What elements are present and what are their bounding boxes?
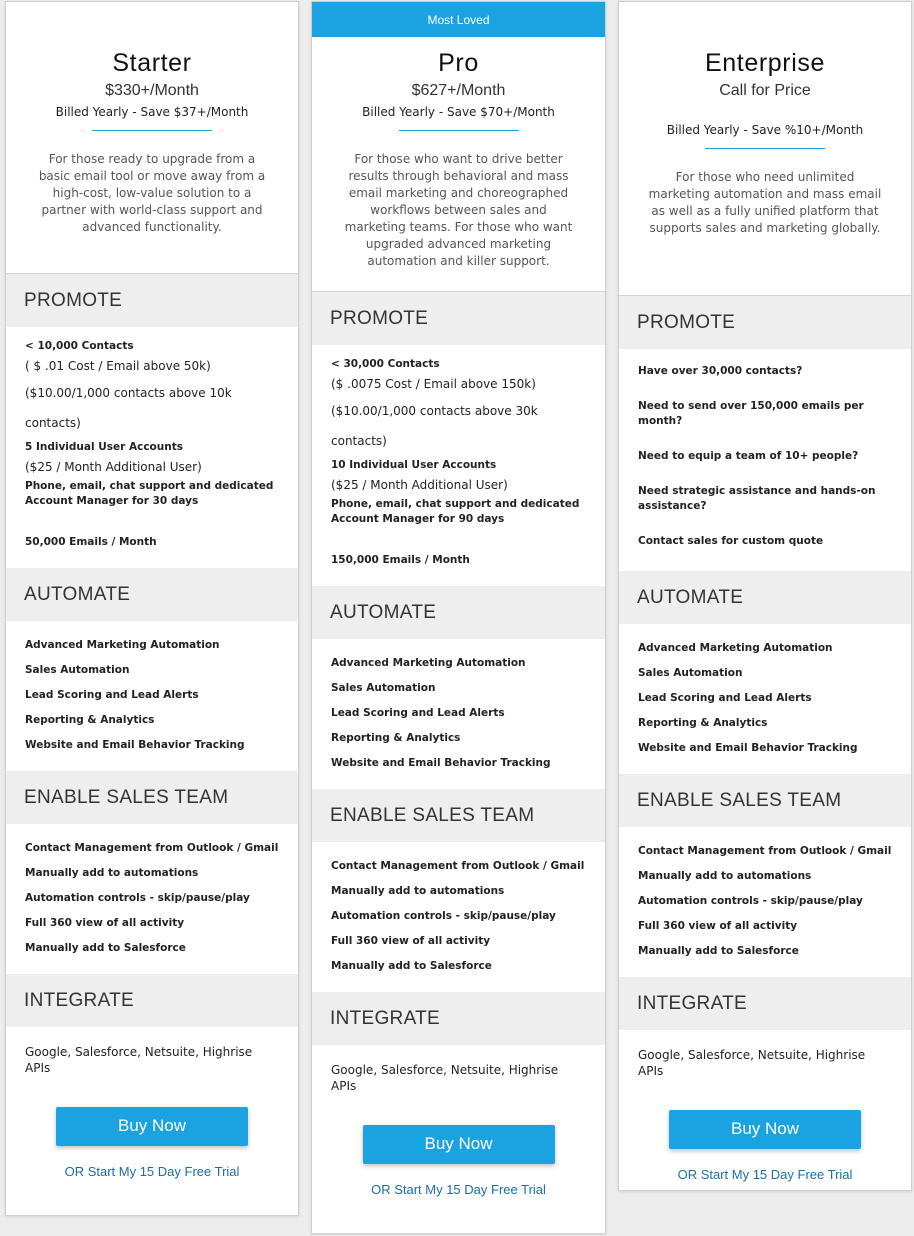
free-trial-link[interactable]: OR Start My 15 Day Free Trial [371, 1182, 546, 1197]
sales-list [6, 824, 298, 974]
list-item: Manually add to Salesforce [638, 945, 799, 957]
list-item: Contact Management from Outlook / Gmail [25, 842, 279, 854]
list-item: Have over 30,000 contacts? [638, 365, 803, 377]
plan-card-enterprise [618, 1, 912, 1191]
list-item: ($ .0075 Cost / Email above 150k) [331, 377, 536, 391]
list-item: Full 360 view of all activity [331, 935, 491, 947]
divider [705, 148, 825, 149]
list-item: Automation controls - skip/pause/play [638, 895, 863, 907]
list-item: 150,000 Emails / Month [331, 554, 470, 566]
promote-list [6, 327, 298, 568]
list-item: Manually add to Salesforce [25, 942, 186, 954]
list-item: Lead Scoring and Lead Alerts [25, 689, 199, 701]
buy-now-button[interactable]: Buy Now [363, 1125, 555, 1164]
section-promote: PROMOTE [6, 274, 298, 327]
plan-card-starter [5, 1, 299, 1216]
list-item: < 30,000 Contacts [331, 358, 440, 370]
most-loved-badge: Most Loved [312, 2, 605, 37]
list-item: 50,000 Emails / Month [25, 536, 157, 548]
list-item: Advanced Marketing Automation [331, 657, 526, 669]
promote-list [312, 345, 605, 586]
list-item: ($25 / Month Additional User) [331, 478, 508, 492]
list-item: Reporting & Analytics [25, 714, 155, 726]
list-item: ($10.00/1,000 contacts above 30k contacts) [331, 404, 538, 448]
plan-card-pro [311, 1, 606, 1234]
list-item: < 10,000 Contacts [25, 340, 134, 352]
list-item: Lead Scoring and Lead Alerts [331, 707, 505, 719]
list-item: Contact Management from Outlook / Gmail [638, 845, 892, 857]
section-enable-sales: ENABLE SALES TEAM [312, 789, 605, 842]
list-item: Contact Management from Outlook / Gmail [331, 860, 585, 872]
plan-description: For those who want to drive better results through behavioral and mass email marketing and choreographed workflows between sales and marketing teams. For those who want upgraded advanced marketing automation and killer support. [344, 152, 573, 268]
list-item: Manually add to automations [638, 870, 812, 882]
buy-now-button[interactable]: Buy Now [669, 1110, 861, 1149]
plan-price: $330+/Month [105, 82, 199, 99]
integrations-text: Google, Salesforce, Netsuite, Highrise APIs [25, 1045, 253, 1075]
section-promote: PROMOTE [619, 296, 911, 349]
list-item: Manually add to automations [25, 867, 199, 879]
section-automate: AUTOMATE [312, 586, 605, 639]
sales-list [312, 842, 605, 992]
list-item: Sales Automation [331, 682, 436, 694]
list-item: Reporting & Analytics [331, 732, 461, 744]
buy-now-button[interactable]: Buy Now [56, 1107, 248, 1146]
divider [92, 130, 212, 131]
list-item: Manually add to Salesforce [331, 960, 492, 972]
billing-note: Billed Yearly - Save $37+/Month [55, 105, 249, 119]
integrations-text: Google, Salesforce, Netsuite, Highrise APIs [331, 1063, 559, 1093]
plan-price: Call for Price [719, 82, 811, 99]
list-item: Sales Automation [638, 667, 743, 679]
list-item: Lead Scoring and Lead Alerts [638, 692, 812, 704]
list-item: Advanced Marketing Automation [25, 639, 220, 651]
automate-list [619, 624, 911, 774]
list-item: 5 Individual User Accounts [25, 441, 183, 453]
list-item: Need to send over 150,000 emails per month? [638, 400, 864, 427]
list-item: Need strategic assistance and hands-on assistance? [638, 485, 876, 512]
list-item: ($25 / Month Additional User) [25, 460, 202, 474]
integrations-text: Google, Salesforce, Netsuite, Highrise APIs [638, 1048, 866, 1078]
section-automate: AUTOMATE [619, 571, 911, 624]
list-item: Full 360 view of all activity [638, 920, 798, 932]
automate-list [312, 639, 605, 789]
list-item: ( $ .01 Cost / Email above 50k) [25, 359, 211, 373]
section-promote: PROMOTE [312, 292, 605, 345]
list-item: Automation controls - skip/pause/play [331, 910, 556, 922]
list-item: Website and Email Behavior Tracking [638, 742, 858, 754]
list-item: Automation controls - skip/pause/play [25, 892, 250, 904]
plan-description: For those ready to upgrade from a basic email tool or move away from a high-cost, low-value solution to a partner with world-class support and advanced functionality. [38, 152, 266, 234]
sales-list [619, 827, 911, 977]
list-item: Manually add to automations [331, 885, 505, 897]
list-item: 10 Individual User Accounts [331, 459, 497, 471]
section-integrate: INTEGRATE [6, 974, 298, 1027]
list-item: Sales Automation [25, 664, 130, 676]
list-item: Phone, email, chat support and dedicated Account Manager for 30 days [25, 480, 274, 507]
promote-list [619, 349, 911, 571]
list-item: Full 360 view of all activity [25, 917, 185, 929]
list-item: Phone, email, chat support and dedicated Account Manager for 90 days [331, 498, 580, 525]
divider [399, 130, 519, 131]
automate-list [6, 621, 298, 771]
plan-name: Pro [438, 49, 479, 77]
section-integrate: INTEGRATE [312, 992, 605, 1045]
free-trial-link[interactable]: OR Start My 15 Day Free Trial [64, 1164, 240, 1179]
billing-note: Billed Yearly - Save %10+/Month [666, 123, 864, 137]
free-trial-link[interactable]: OR Start My 15 Day Free Trial [677, 1167, 853, 1182]
section-enable-sales: ENABLE SALES TEAM [619, 774, 911, 827]
list-item: ($10.00/1,000 contacts above 10k contacts) [25, 386, 232, 430]
plan-name: Starter [112, 49, 192, 77]
section-enable-sales: ENABLE SALES TEAM [6, 771, 298, 824]
billing-note: Billed Yearly - Save $70+/Month [362, 105, 555, 119]
section-automate: AUTOMATE [6, 568, 298, 621]
list-item: Need to equip a team of 10+ people? [638, 450, 859, 462]
plan-price: $627+/Month [411, 82, 506, 99]
plan-description: For those who need unlimited marketing automation and mass email as well as a fully unified platform that supports sales and marketing globally. [648, 170, 882, 235]
list-item: Website and Email Behavior Tracking [25, 739, 245, 751]
plan-name: Enterprise [705, 49, 825, 77]
list-item: Advanced Marketing Automation [638, 642, 833, 654]
list-item: Reporting & Analytics [638, 717, 768, 729]
list-item: Contact sales for custom quote [638, 535, 824, 547]
list-item: Website and Email Behavior Tracking [331, 757, 551, 769]
section-integrate: INTEGRATE [619, 977, 911, 1030]
